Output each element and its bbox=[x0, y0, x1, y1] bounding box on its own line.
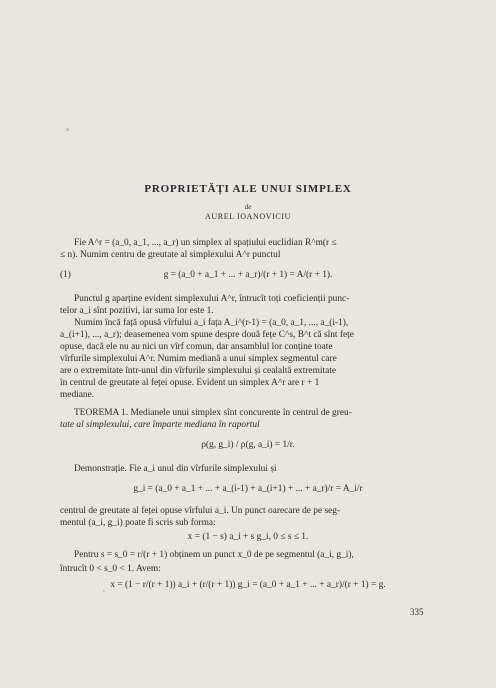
text-line: Punctul g aparține evident simplexului A^r, întrucît toți coeficienții punc- bbox=[74, 294, 350, 304]
ratio-equation: ρ(g, g_i) / ρ(g, a_i) = 1/r. bbox=[201, 440, 295, 450]
equation: x = (1 − s) a_i + s g_i, 0 ≤ s ≤ 1. bbox=[187, 532, 309, 542]
text-line: în centrul de greutate al feței opuse. Evident un simplex A^r are r + 1 bbox=[60, 378, 320, 388]
text-line: centrul de greutate al feței opuse vîrfului a_i. Un punct oarecare de pe seg- bbox=[60, 506, 341, 516]
equation-label: (1) bbox=[60, 270, 71, 280]
proof-line: Demonstrație. Fie a_i unul din vîrfurile simplexului și bbox=[74, 464, 277, 474]
paper-title: PROPRIETĂȚI ALE UNUI SIMPLEX bbox=[144, 183, 352, 195]
equation: g_i = (a_0 + a_1 + ... + a_(i-1) + a_(i+1) + ... + a_r)/r = A_i/r bbox=[133, 484, 363, 494]
author-name: AUREL IOANOVICIU bbox=[205, 212, 291, 221]
text-line: mediane. bbox=[60, 390, 95, 400]
text-line: opuse, dacă ele nu au nici un vîrf comun, dar ansamblul lor conține toate bbox=[60, 342, 333, 352]
text-line: vîrfurile simplexului A^r. Numim mediană a unui simplex segmentul care bbox=[60, 354, 337, 364]
theorem-line: TEOREMA 1. Medianele unui simplex sînt concurente în centrul de greu- bbox=[74, 408, 352, 418]
text-line: are o extremitate într-unul din vîrfurile simplexului și cealaltă extremitate bbox=[60, 366, 337, 376]
equation: x = (1 − r/(r + 1)) a_i + (r/(r + 1)) g_i = (a_0 + a_1 + ... + a_r)/(r + 1) = g. bbox=[110, 580, 386, 590]
theorem-line: tate al simplexului, care împarte mediana în raportul bbox=[60, 420, 260, 430]
text-line: a_(i+1), ..., a_r); deasemenea vom spune despre două fețe C^s, B^t că sînt fețe bbox=[60, 330, 354, 340]
text-line: ≤ n). Numim centru de greutate al simplexului A^r punctul bbox=[60, 250, 281, 260]
text-line: Pentru s = s_0 = r/(r + 1) obținem un punct x_0 de pe segmentul (a_i, g_i), bbox=[74, 550, 354, 560]
text-line: Fie A^r = (a_0, a_1, ..., a_r) un simplex al spațiului euclidian R^m(r ≤ bbox=[74, 238, 337, 248]
text-line: telor a_i sînt pozitivi, iar suma lor este 1. bbox=[60, 306, 214, 316]
speck bbox=[66, 128, 69, 131]
page-number: 335 bbox=[410, 607, 424, 617]
text-line: mentul (a_i, g_i) poate fi scris sub forma: bbox=[60, 518, 216, 528]
equation: g = (a_0 + a_1 + ... + a_r)/(r + 1) = A/(r + 1). bbox=[163, 270, 333, 280]
text-line: întrucît 0 < s_0 < 1. Avem: bbox=[60, 564, 161, 574]
author-prefix: de bbox=[244, 203, 252, 211]
text-line: Numim încă față opusă vîrfului a_i fața A_i^(r-1) = (a_0, a_1, ..., a_(i-1), bbox=[74, 318, 349, 328]
